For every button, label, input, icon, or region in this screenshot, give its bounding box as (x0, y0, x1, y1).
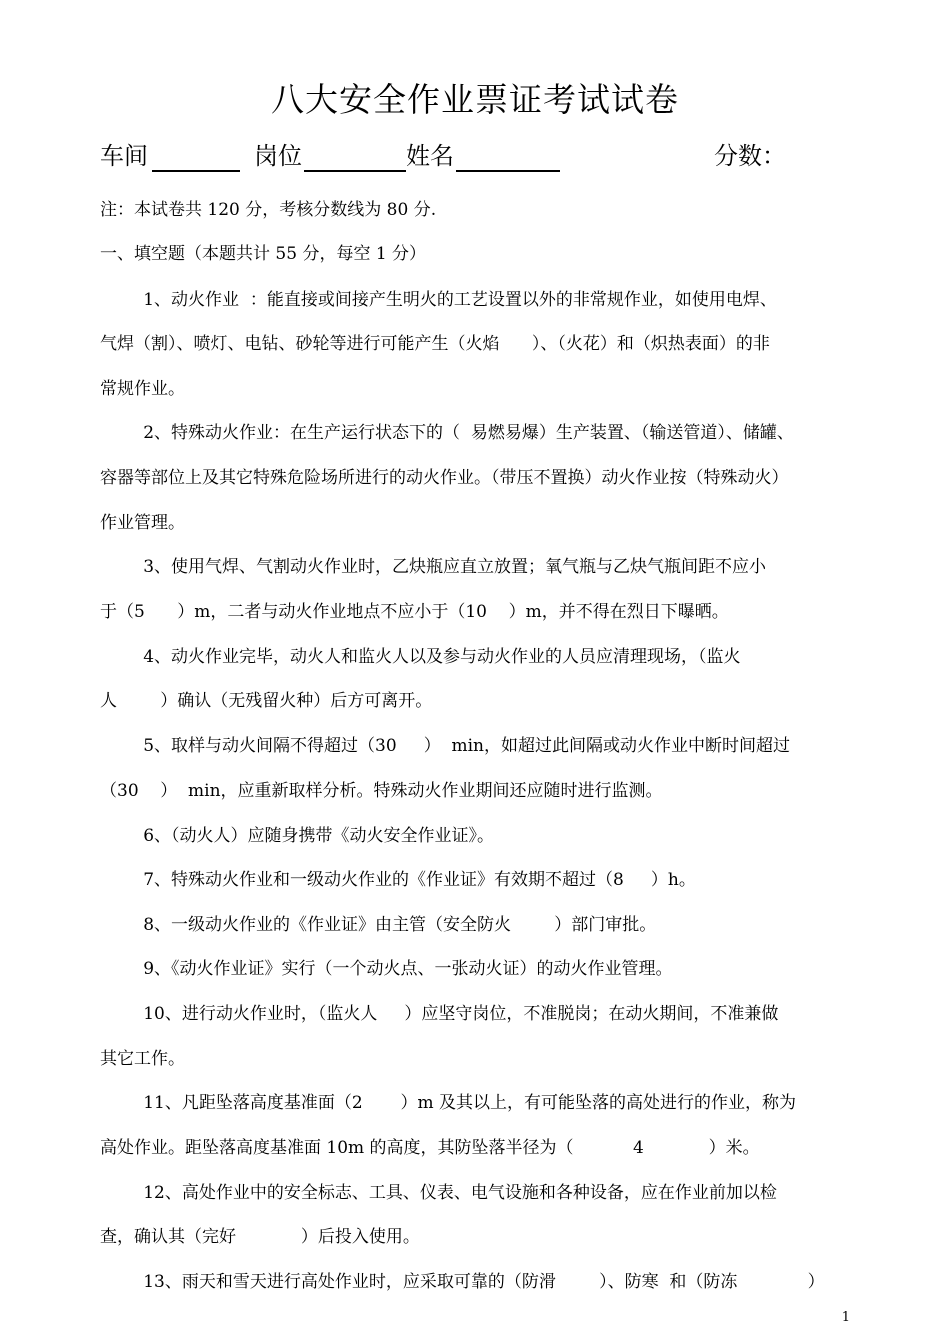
question-line: 11、凡距坠落高度基准面（2 ）m 及其以上，有可能坠落的高处进行的作业，称为 (100, 1093, 797, 1113)
page-number: 1 (841, 1310, 850, 1325)
name-label: 姓名 (406, 142, 454, 170)
question-line: 7、特殊动火作业和一级动火作业的《作业证》有效期不超过（8 ）h。 (100, 870, 696, 890)
question-line: 5、取样与动火间隔不得超过（30 ） min，如超过此间隔或动火作业中断时间超过 (100, 736, 791, 756)
page-title: 八大安全作业票证考试试卷 (271, 80, 679, 119)
question-line: 10、进行动火作业时，（监火人 ）应坚守岗位，不准脱岗；在动火期间，不准兼做 (100, 1004, 779, 1024)
question-line: 9、《动火作业证》实行（一个动火点、一张动火证）的动火作业管理。 (100, 959, 673, 979)
workshop-label: 车间 (100, 142, 148, 170)
question-line: 容器等部位上及其它特殊危险场所进行的动火作业。（带压不置换）动火作业按（特殊动火） (100, 468, 789, 488)
question-line: 8、一级动火作业的《作业证》由主管（安全防火 ）部门审批。 (100, 915, 657, 935)
question-line: 人 ）确认（无残留火种）后方可离开。 (100, 691, 433, 711)
question-line: 1、动火作业 ：能直接或间接产生明火的工艺设置以外的非常规作业，如使用电焊、 (100, 290, 777, 310)
question-line: 4、动火作业完毕，动火人和监火人以及参与动火作业的人员应清理现场，（监火 (100, 647, 741, 667)
exam-note: 注：本试卷共 120 分，考核分数线为 80 分. (100, 200, 437, 220)
question-line: 13、雨天和雪天进行高处作业时，应采取可靠的（防滑 ）、防寒 和（防冻 ） (100, 1272, 825, 1292)
workshop-blank (152, 170, 240, 172)
question-line: 作业管理。 (100, 513, 185, 533)
section-title: 一、填空题（本题共计 55 分，每空 1 分） (100, 244, 427, 264)
question-line: 高处作业。距坠落高度基准面 10m 的高度，其防坠落半径为（ 4 ）米。 (100, 1138, 760, 1158)
score-label: 分数： (714, 142, 786, 170)
question-line: 常规作业。 (100, 379, 185, 399)
post-blank (304, 170, 406, 172)
question-line: 3、使用气焊、气割动火作业时，乙炔瓶应直立放置；氧气瓶与乙炔气瓶间距不应小 (100, 557, 767, 577)
header-info-line (100, 136, 860, 176)
question-line: 气焊（割）、喷灯、电钻、砂轮等进行可能产生（火焰 ）、（火花）和（炽热表面）的非 (100, 334, 770, 354)
question-line: 其它工作。 (100, 1049, 185, 1069)
question-line: 2、特殊动火作业：在生产运行状态下的（ 易燃易爆）生产装置、（输送管道）、储罐、 (100, 423, 794, 443)
question-line: 于（5 ）m，二者与动火作业地点不应小于（10 ）m，并不得在烈日下曝晒。 (100, 602, 729, 622)
question-line: 6、（动火人）应随身携带《动火安全作业证》。 (100, 826, 495, 846)
question-line: （30 ） min，应重新取样分析。特殊动火作业期间还应随时进行监测。 (100, 781, 663, 801)
question-line: 12、高处作业中的安全标志、工具、仪表、电气设施和各种设备，应在作业前加以检 (100, 1183, 777, 1203)
post-label: 岗位 (254, 142, 302, 170)
name-blank (456, 170, 560, 172)
question-line: 查，确认其（完好 ）后投入使用。 (100, 1227, 420, 1247)
